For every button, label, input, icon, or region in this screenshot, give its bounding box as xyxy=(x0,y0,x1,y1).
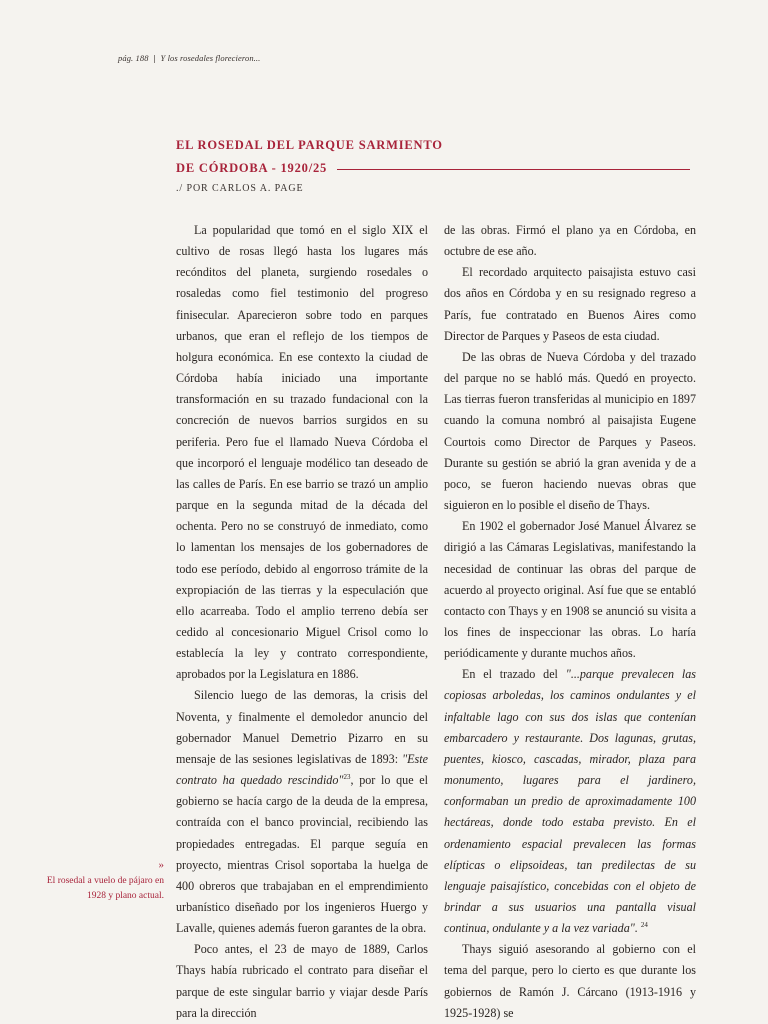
paragraph-text: Silencio luego de las demoras, la crisis del Noventa, y finalmente el demoledor anuncio del gobernador Manuel Demetrio Pizarro en su mensaje de las sesiones legislativas de 1893: xyxy=(176,688,428,766)
paragraph: La popularidad que tomó en el siglo XIX el cultivo de rosas llegó hasta los lugares más recónditos del planeta, surgiendo rosedales o rosaledas como fiel testimonio del progreso finisecular. Aparecieron sobre todo en parques urbanos, que eran el reflejo de los tiempos de holgura económica. En ese contexto la ciudad de Córdoba había iniciado una importante transformación en su trazado fundacional con la concreción de nuevos barrios surgidos en su periferia. Pero fue el llamado Nueva Córdoba el que incorporó el lenguaje modélico tan deseado de las calles de París. En ese barrio se trazó un amplio parque en la segunda mitad de la década del ochenta. Pero no se construyó de inmediato, como lo lamentan los mensajes de los gobernadores de todo ese período, debido al engorroso trámite de la expropiación de las tierras y la especulación que ello acarreaba. Todo el amplio terreno debía ser cedido al concesionario Miguel Crisol como lo establecía la ley y contrato correspondiente, aprobados por la Legislatura en 1886. xyxy=(176,223,428,682)
article-title-line-1: EL ROSEDAL DEL PARQUE SARMIENTO xyxy=(176,138,443,152)
paragraph xyxy=(176,685,428,939)
quotation: "Este contrato ha quedado rescindido" xyxy=(176,751,428,788)
text-column-left xyxy=(176,220,428,1024)
footnote-ref: 23 xyxy=(343,773,351,782)
paragraph-text: En el trazado del xyxy=(462,667,566,682)
title-rule xyxy=(337,169,690,171)
paragraph: En 1902 el gobernador José Manuel Álvarez se dirigió a las Cámaras Legislativas, manifestando la necesidad de continuar las obras del parque de acuerdo al proyecto original. Así fue que se entabló contacto con Thays y en 1908 se anunció su visita a los fines de inspeccionar las obras. Lo haría periódicamente y durante muchos años. xyxy=(444,519,696,661)
caption-marker: » xyxy=(158,859,164,871)
article-title-line-2: DE CÓRDOBA - 1920/25 xyxy=(176,161,328,175)
text-column-right xyxy=(444,220,696,1024)
paragraph: Poco antes, el 23 de mayo de 1889, Carlos Thays había rubricado el contrato para diseñar el parque de este singular barrio y viajar desde París para la dirección xyxy=(176,942,428,1020)
article-title-line-2-row xyxy=(176,157,690,180)
running-head xyxy=(118,53,260,63)
article-header xyxy=(176,134,690,194)
footnote-ref: 24 xyxy=(640,921,648,930)
paragraph: De las obras de Nueva Córdoba y del trazado del parque no se habló más. Quedó en proyecto. Las tierras fueron transferidas al municipio en 1897 cuando la comuna nombró al paisajista Eugene Courtois como Director de Parques y Paseos. Durante su gestión se abrió la gran avenida y de a poco, se fueron haciendo nuevas obras que siguieron en lo posible el diseño de Thays. xyxy=(444,349,696,513)
book-title: Y los rosedales florecieron... xyxy=(160,53,261,63)
paragraph: El recordado arquitecto paisajista estuvo casi dos años en Córdoba y en su resignado regreso a París, fue contratado en Buenos Aires como Director de Parques y Paseos de esta ciudad. xyxy=(444,265,696,343)
page-number: pág. 188 xyxy=(118,53,149,63)
paragraph-continued: de las obras. Firmó el plano ya en Córdoba, en octubre de ese año. xyxy=(444,223,696,259)
paragraph: Thays siguió asesorando al gobierno con el tema del parque, pero lo cierto es que durante los gobiernos de Ramón J. Cárcano (1913-1916 y 1925-1928) se xyxy=(444,942,696,1020)
caption-text: El rosedal a vuelo de pájaro en 1928 y plano actual. xyxy=(46,876,164,901)
quotation: "...parque prevalecen las copiosas arboledas, los caminos ondulantes y el infaltable lago con sus dos islas que contenían embarcadero y restaurante. Dos lagunas, grutas, puentes, kiosco, cascadas, mirador, plaza para monumento, lugares para el jardinero, conformaban un predio de aproximadamente 100 hectáreas, donde todo estaba previsto. En el ordenamiento espacial prevalecen las formas elípticas o elipsoideas, tan predilectas de su lenguaje paisajístico, concebidas con el objeto de brindar a sus usuarios una pantalla visual continua, ondulante y a la vez variada". xyxy=(444,667,697,936)
paragraph xyxy=(444,664,696,939)
separator: | xyxy=(153,53,156,63)
figure-caption xyxy=(30,858,164,904)
paragraph-text: , por lo que el gobierno se hacía cargo de la deuda de la empresa, contraída con el banco provincial, recibiendo las propiedades entregadas. El parque seguía en proyecto, mientras Crisol soportaba la huelga de 400 obreros que trabajaban en el emprendimiento urbanístico diseñado por los ingenieros Huergo y Lavalle, quienes además fueron garantes de la obra. xyxy=(176,773,428,936)
byline: ./ POR CARLOS A. PAGE xyxy=(176,183,304,194)
